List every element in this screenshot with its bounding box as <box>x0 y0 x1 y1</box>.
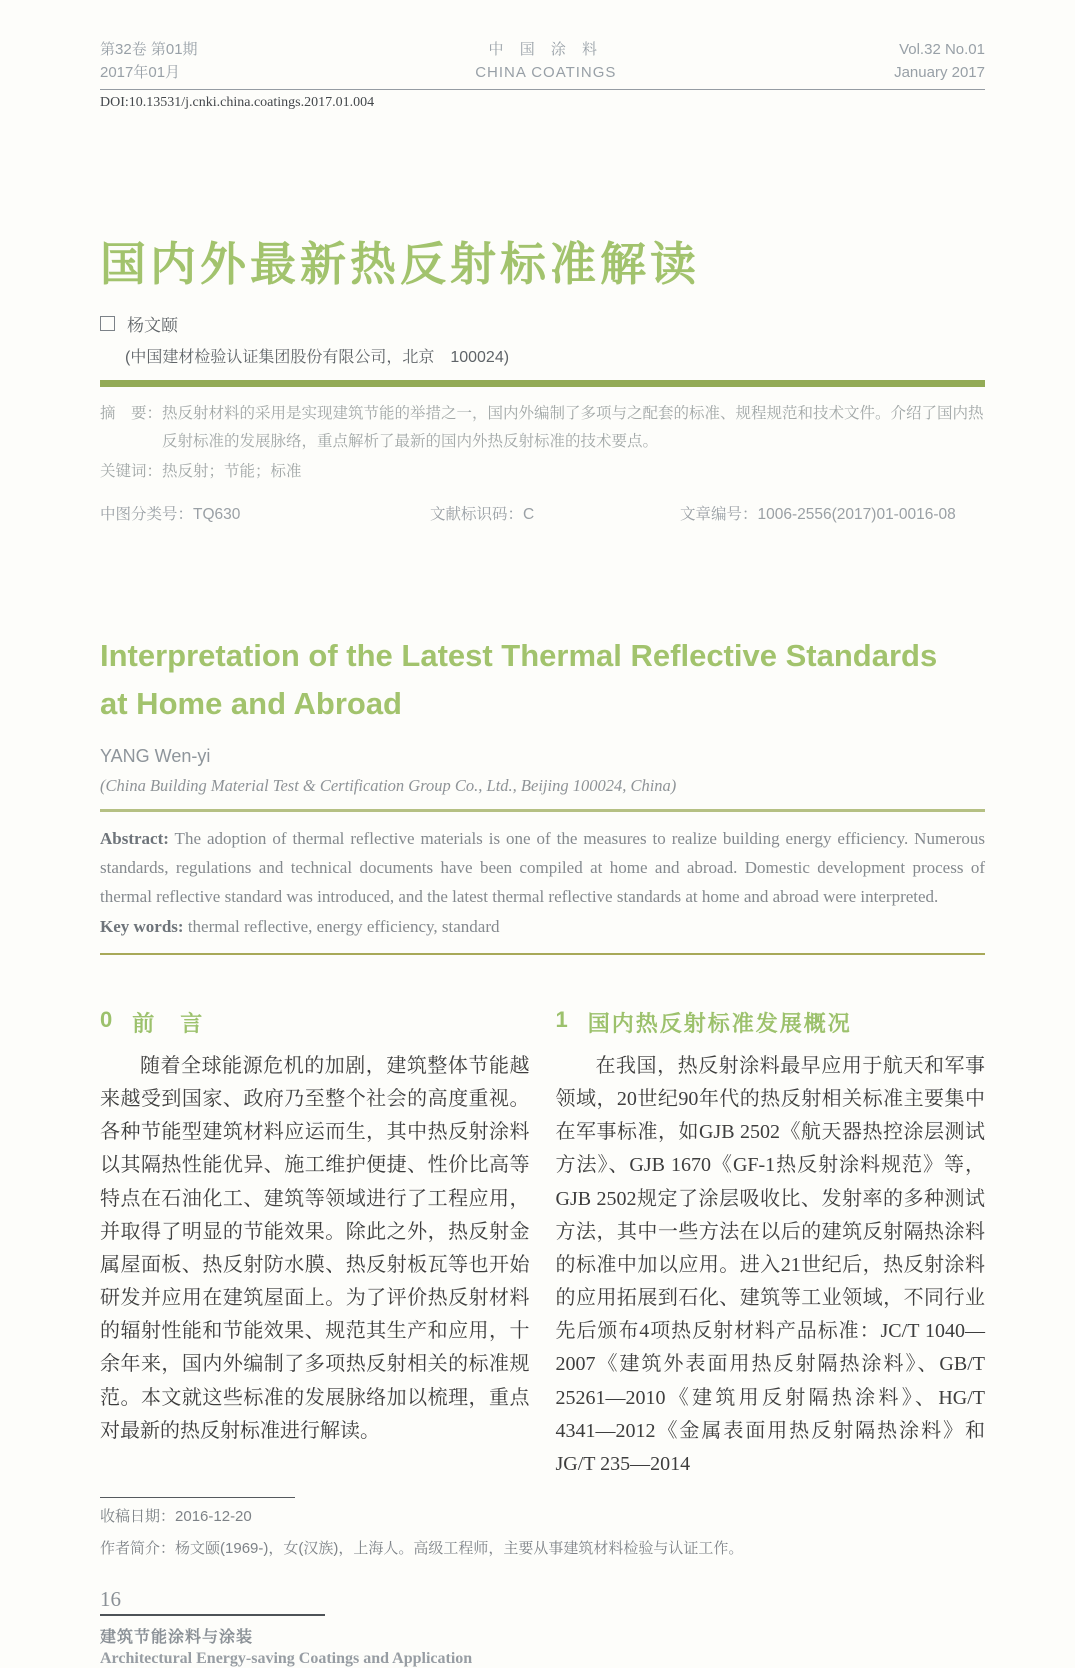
page-content <box>100 0 985 1668</box>
doc-code-value: C <box>523 505 535 523</box>
section-paragraph: 随着全球能源危机的加剧，建筑整体节能越来越受到国家、政府乃至整个社会的高度重视。各种节能型建筑材料应运而生，其中热反射涂料以其隔热性能优异、施工维护便捷、性价比高等特点在石油化工、建筑等领域进行了工程应用，并取得了明显的节能效果。除此之外，热反射金属屋面板、热反射防水膜、热反射板瓦等也开始研发并应用在建筑屋面上。为了评价热反射材料的辐射性能和节能效果、规范其生产和应用，十余年来，国内外编制了多项热反射相关的标准规范。本文就这些标准的发展脉络加以梳理，重点对最新的热反射标准进行解读。 <box>100 1054 530 1442</box>
article-title-cn: 国内外最新热反射标准解读 <box>100 237 700 290</box>
page-number: 16 <box>100 1586 121 1611</box>
keywords-en-label: Key words: <box>100 916 184 936</box>
keywords-en-text: thermal reflective, energy efficiency, standard <box>183 916 500 936</box>
received-date-row <box>100 1504 985 1530</box>
header-center <box>475 38 616 85</box>
page-footer <box>100 1587 985 1668</box>
title-en-line1: Interpretation of the Latest Thermal Reflective Standards <box>100 637 938 673</box>
title-en-line2: at Home and Abroad <box>100 685 402 721</box>
author-row <box>100 311 985 336</box>
thin-olive-divider <box>100 953 985 955</box>
abstract-cn <box>100 400 985 456</box>
doc-code-label: 文献标识码： <box>430 505 524 523</box>
footnote-divider <box>100 1497 295 1498</box>
journal-header <box>100 0 985 90</box>
volume-issue-cn: 第32卷 第01期 <box>100 41 198 58</box>
abstract-cn-label: 摘 要： <box>100 405 163 423</box>
received-value: 2016-12-20 <box>175 1508 252 1526</box>
thin-green-divider <box>100 809 985 812</box>
author-bio-row <box>100 1536 985 1562</box>
left-column <box>100 1007 530 1481</box>
section-paragraph: 在我国，热反射涂料最早应用于航天和军事领域，20世纪90年代的热反射相关标准主要集中在军事标准，如GJB 2502《航天器热控涂层测试方法》、GJB 1670《GF-1热反射涂料规范》等，GJB 2502规定了涂层吸收比、发射率的多种测试方法，其中一些方法在以后的建筑反射隔热涂料的标准中加以应用。进入21世纪后，热反射涂料的应用拓展到石化、建筑等工业领域，不同行业先后颁布4项热反射材料产品标准：JC/T 1040—2007《建筑外表面用热反射隔热涂料》、GB/T 25261—2010《建筑用反射隔热涂料》、HG/T 4341—2012《金属表面用热反射隔热涂料》和JG/T 235—2014 <box>555 1054 985 1476</box>
bio-value: 杨文颐(1969-)，女(汉族)，上海人。高级工程师，主要从事建筑材料检验与认证工作。 <box>175 1540 744 1558</box>
keywords-en <box>100 912 985 941</box>
document-code <box>430 502 680 524</box>
affiliation-en: (China Building Material Test & Certification Group Co., Ltd., Beijing 100024, China) <box>100 775 677 795</box>
abstract-en <box>100 824 985 912</box>
keywords-cn-label: 关键词： <box>100 462 163 480</box>
author-name-en: YANG Wen-yi <box>100 745 211 766</box>
clc-number <box>100 502 430 524</box>
page-number-underline <box>100 1614 325 1616</box>
header-left <box>100 38 198 85</box>
article-id-value: 1006-2556(2017)01-0016-08 <box>757 505 956 523</box>
abstract-en-label: Abstract: <box>100 828 169 848</box>
clc-value: TQ630 <box>193 505 241 523</box>
date-en: January 2017 <box>894 64 985 82</box>
section-heading-0 <box>100 1007 530 1038</box>
received-label: 收稿日期： <box>100 1508 176 1526</box>
article-id <box>680 502 985 524</box>
abstract-cn-text: 热反射材料的采用是实现建筑节能的举措之一，国内外编制了多项与之配套的标准、规程规范和技术文件。介绍了国内热反射标准的发展脉络，重点解析了最新的国内外热反射标准的技术要点。 <box>162 405 984 450</box>
header-right <box>894 38 985 85</box>
journal-name-cn: 中 国 涂 料 <box>488 41 604 58</box>
section-number: 0 <box>100 1006 113 1032</box>
keywords-cn <box>100 458 985 486</box>
section-number: 1 <box>555 1006 568 1032</box>
footnote-block <box>100 1497 985 1563</box>
section-title: 国内热反射标准发展概况 <box>587 1010 852 1036</box>
classification-row <box>100 502 985 524</box>
clc-label: 中图分类号： <box>100 505 194 523</box>
right-column <box>556 1007 986 1481</box>
doi-line: DOI:10.13531/j.cnki.china.coatings.2017.01.004 <box>100 94 375 110</box>
article-id-label: 文章编号： <box>680 505 758 523</box>
body-columns <box>100 1007 985 1481</box>
keywords-cn-text: 热反射；节能；标准 <box>162 462 302 480</box>
section-heading-1 <box>556 1007 986 1038</box>
author-name-cn: 杨文颐 <box>127 316 178 336</box>
green-divider-bar <box>100 380 985 387</box>
abstract-en-text: The adoption of thermal reflective materials is one of the measures to realize building energy efficiency. Numerous standards, regulations and technical documents have been compiled at home and abroad. Domestic development process of thermal reflective standard was introduced, and the latest thermal reflective standards at home and abroad were interpreted. <box>100 828 985 907</box>
footer-column-title-en: Architectural Energy-saving Coatings and Application <box>100 1649 473 1667</box>
journal-name-en: CHINA COATINGS <box>475 64 617 82</box>
article-title-en <box>100 632 985 728</box>
footer-column-title-cn: 建筑节能涂料与涂装 <box>100 1628 254 1646</box>
volume-issue-en: Vol.32 No.01 <box>899 41 985 58</box>
author-marker-icon <box>100 316 115 331</box>
date-cn: 2017年01月 <box>100 64 181 82</box>
section-title: 前 言 <box>132 1010 205 1036</box>
affiliation-cn: (中国建材检验认证集团股份有限公司，北京 100024) <box>125 349 510 367</box>
bio-label: 作者简介： <box>100 1540 176 1558</box>
